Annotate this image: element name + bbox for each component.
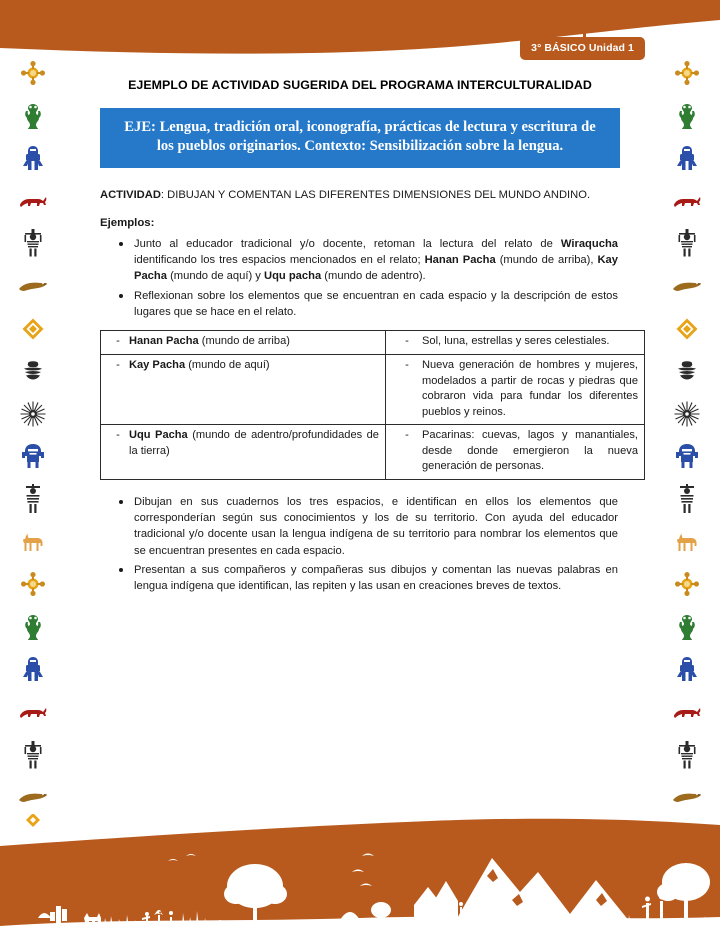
table-cell-space — [101, 425, 386, 480]
table-cell-elements-text: Sol, luna, estrellas y seres celestiales. — [422, 335, 610, 348]
frog-icon — [672, 612, 702, 642]
table-cell-elements — [386, 354, 645, 424]
sun-figure-icon — [18, 569, 48, 599]
unit-badge: 3° BÁSICO Unidad 1 — [520, 37, 645, 60]
bottom-landscape-band — [0, 814, 720, 932]
bullet-top-0-seg-4: (mundo de arriba), — [495, 254, 598, 267]
totem-figure-icon — [672, 740, 702, 770]
list-item — [134, 562, 620, 595]
tbl-2-left-seg-1: (mundo de adentro/profundidades de la tierra) — [129, 429, 379, 457]
sun-figure-icon — [672, 58, 702, 88]
bird-icon — [18, 782, 48, 812]
vessel-icon — [18, 356, 48, 386]
red-fox-icon — [18, 186, 48, 216]
blue-figure-icon — [672, 143, 702, 173]
page-title: EJEMPLO DE ACTIVIDAD SUGERIDA DEL PROGRAMA INTERCULTURALIDAD — [128, 78, 592, 92]
table-cell-elements — [386, 331, 645, 355]
bullet-top-0-seg-0: Junto al educador tradicional y/o docente, retoman la lectura del relato de — [134, 237, 561, 250]
frog-icon — [18, 101, 48, 131]
gold-diamond-icon — [672, 314, 702, 344]
table-cell-elements — [386, 425, 645, 480]
table-row — [101, 331, 645, 355]
tbl-1-left-seg-0: Kay Pacha — [129, 358, 186, 371]
blue-figure-icon — [18, 654, 48, 684]
table-cell-space — [101, 354, 386, 424]
llama-icon — [18, 527, 48, 557]
dark-figure-icon — [18, 484, 48, 514]
pacha-table — [100, 330, 645, 479]
table-cell-space-text — [129, 428, 379, 459]
eje-banner: EJE: Lengua, tradición oral, iconografía, prácticas de lectura y escritura de los pueblos originarios. Contexto: Sensibilización sobre la lengua. — [100, 108, 620, 168]
totem-figure-icon — [18, 740, 48, 770]
dash-marker: - — [116, 335, 120, 348]
actividad-line — [100, 188, 620, 204]
starburst-icon — [18, 399, 48, 429]
bullet-top-0-seg-8: (mundo de adentro). — [321, 270, 426, 283]
dash-marker: - — [116, 429, 120, 442]
blue-figure-icon — [672, 654, 702, 684]
bullet-top-0-seg-3: Hanan Pacha — [424, 254, 496, 267]
left-decorative-icon-rail — [0, 58, 66, 820]
dash-marker: - — [405, 429, 409, 442]
list-item — [134, 494, 620, 559]
red-fox-icon — [672, 697, 702, 727]
ejemplos-bullet-list-top — [100, 236, 620, 321]
table-cell-space-text — [129, 358, 379, 374]
right-decorative-icon-rail — [654, 58, 720, 820]
totem-figure-icon — [18, 228, 48, 258]
table-cell-space — [101, 331, 386, 355]
sun-figure-icon — [18, 58, 48, 88]
dark-figure-icon — [672, 484, 702, 514]
gold-diamond-icon — [18, 314, 48, 344]
table-row — [101, 354, 645, 424]
bird-icon — [672, 782, 702, 812]
frog-icon — [18, 612, 48, 642]
list-item — [134, 236, 620, 285]
ejemplos-label: Ejemplos: — [100, 216, 155, 229]
bullet-top-0-seg-5: Kay Pacha — [134, 254, 618, 283]
table-row — [101, 425, 645, 480]
dash-marker: - — [116, 358, 120, 371]
bullet-top-1-seg-0: Reflexionan sobre los elementos que se encuentran en cada espacio y la descripción de estos lugares que se hace en el relato. — [134, 289, 618, 319]
document-content — [100, 78, 638, 605]
actividad-label: ACTIVIDAD — [100, 188, 161, 201]
tbl-1-left-seg-1: (mundo de aquí) — [185, 358, 270, 371]
bullet-top-0-seg-2: identificando los tres espacios mencionados en el relato; — [134, 254, 425, 267]
blue-figure-icon — [18, 143, 48, 173]
bullet-top-0-seg-7: Uqu pacha — [263, 270, 322, 283]
tbl-2-left-seg-0: Uqu Pacha — [129, 429, 188, 442]
red-fox-icon — [18, 697, 48, 727]
list-item — [134, 288, 620, 321]
sun-figure-icon — [672, 569, 702, 599]
bullet-bottom-0-seg-0: Dibujan en sus cuadernos los tres espacios, e identifican en ellos los elementos que corresponderían según sus conocimientos y los de su territorio. Con ayuda del educador tradicional y/o docente usan la lengua indígena de su territorio para nombrar los elementos que se encuentran presentes en cada espacio. — [134, 495, 618, 557]
table-cell-space-text — [129, 334, 379, 350]
dash-marker: - — [405, 335, 409, 348]
frog-icon — [672, 101, 702, 131]
bullet-top-0-seg-1: Wiraqucha — [560, 237, 618, 250]
actividad-text: : DIBUJAN Y COMENTAN LAS DIFERENTES DIMENSIONES DEL MUNDO ANDINO. — [160, 188, 591, 201]
tbl-0-left-seg-0: Hanan Pacha — [129, 335, 199, 348]
llama-icon — [672, 527, 702, 557]
dash-marker: - — [405, 358, 409, 371]
vessel-icon — [672, 356, 702, 386]
bullet-top-0-seg-6: (mundo de aquí) y — [166, 270, 264, 283]
gold-diamond-accent — [26, 814, 40, 827]
table-cell-elements-text: Nueva generación de hombres y mujeres, modelados a partir de rocas y piedras que cobraron vida para fundar los diferentes pueblos y reinos. — [422, 358, 638, 418]
tbl-0-left-seg-1: (mundo de arriba) — [198, 335, 290, 348]
ejemplos-bullet-list-bottom — [100, 494, 620, 595]
bullet-bottom-1-seg-0: Presentan a sus compañeros y compañeras sus dibujos y comentan las nuevas palabras en lengua indígena que identifican, las repiten y las usan en creaciones breves de textos. — [134, 564, 618, 593]
totem-figure-icon — [672, 228, 702, 258]
mask-icon — [672, 441, 702, 471]
starburst-icon — [672, 399, 702, 429]
red-fox-icon — [672, 186, 702, 216]
mask-icon — [18, 441, 48, 471]
table-cell-elements-text: Pacarinas: cuevas, lagos y manantiales, desde donde emergieron la nueva generación de personas. — [422, 429, 638, 473]
bird-icon — [18, 271, 48, 301]
bird-icon — [672, 271, 702, 301]
